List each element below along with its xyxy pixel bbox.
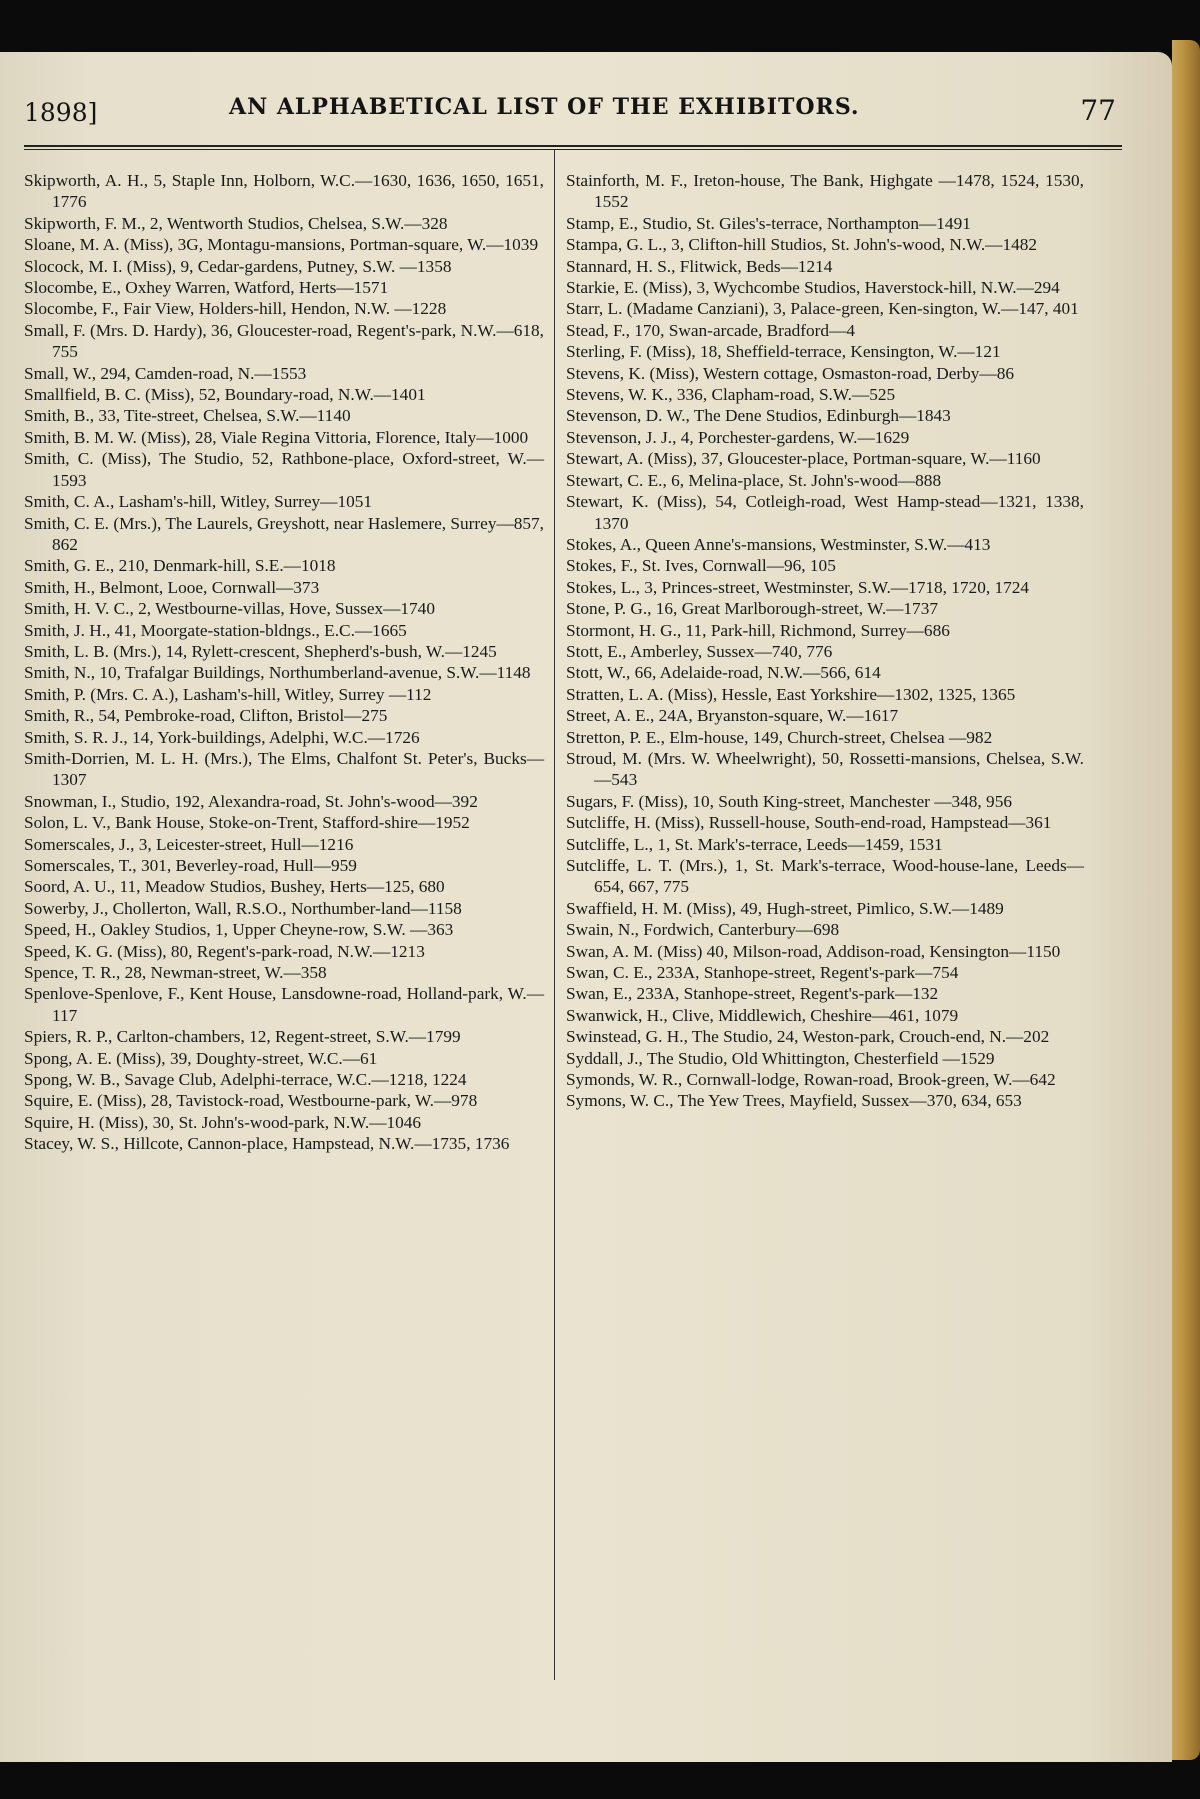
column-divider: [554, 150, 555, 1680]
exhibitor-entry: Stormont, H. G., 11, Park-hill, Richmond, Surrey—686: [566, 620, 950, 640]
page-title: AN ALPHABETICAL LIST OF THE EXHIBITORS.: [229, 94, 860, 120]
exhibitor-entry: Smith, G. E., 210, Denmark-hill, S.E.—1018: [24, 556, 336, 576]
exhibitor-entry: Smith, B., 33, Tite-street, Chelsea, S.W.—1140: [24, 406, 351, 426]
exhibitor-entry: Stacey, W. S., Hillcote, Cannon-place, Hampstead, N.W.—1735, 1736: [24, 1134, 510, 1154]
right-column: [566, 170, 1084, 1112]
exhibitor-entry: Sutcliffe, H. (Miss), Russell-house, South-end-road, Hampstead—361: [566, 813, 1052, 833]
exhibitor-entry: Spong, A. E. (Miss), 39, Doughty-street, W.C.—61: [24, 1048, 378, 1068]
exhibitor-entry: Solon, L. V., Bank House, Stoke-on-Trent, Stafford-shire—1952: [24, 813, 470, 833]
exhibitor-entry: Swinstead, G. H., The Studio, 24, Weston-park, Crouch-end, N.—202: [566, 1027, 1050, 1047]
left-column: [24, 170, 544, 1155]
book-page-edge: [1172, 40, 1200, 1760]
exhibitor-entry: Speed, K. G. (Miss), 80, Regent's-park-road, N.W.—1213: [24, 941, 425, 961]
exhibitor-entry: Stokes, A., Queen Anne's-mansions, Westminster, S.W.—413: [566, 534, 991, 554]
exhibitor-entry: Stewart, K. (Miss), 54, Cotleigh-road, West Hamp-stead—1321, 1338, 1370: [566, 492, 1084, 533]
exhibitor-entry: Smith, J. H., 41, Moorgate-station-bldngs., E.C.—1665: [24, 620, 407, 640]
page-header: [24, 94, 1144, 134]
exhibitor-entry: Street, A. E., 24A, Bryanston-square, W.—1617: [566, 706, 899, 726]
exhibitor-entry: Smith, R., 54, Pembroke-road, Clifton, Bristol—275: [24, 706, 388, 726]
exhibitor-entry: Stratten, L. A. (Miss), Hessle, East Yorkshire—1302, 1325, 1365: [566, 684, 1016, 704]
exhibitor-entry: Smith, L. B. (Mrs.), 14, Rylett-crescent, Shepherd's-bush, W.—1245: [24, 641, 497, 661]
exhibitor-entry: Starkie, E. (Miss), 3, Wychcombe Studios, Haverstock-hill, N.W.—294: [566, 278, 1060, 298]
exhibitor-entry: Stannard, H. S., Flitwick, Beds—1214: [566, 256, 833, 276]
exhibitor-entry: Swan, A. M. (Miss) 40, Milson-road, Addison-road, Kensington—1150: [566, 941, 1061, 961]
exhibitor-entry: Sutcliffe, L. T. (Mrs.), 1, St. Mark's-terrace, Wood-house-lane, Leeds—654, 667, 775: [566, 856, 1084, 897]
exhibitor-entry: Stroud, M. (Mrs. W. Wheelwright), 50, Rossetti-mansions, Chelsea, S.W.—543: [566, 748, 1084, 790]
exhibitor-entry: Stokes, L., 3, Princes-street, Westminster, S.W.—1718, 1720, 1724: [566, 577, 1030, 597]
exhibitor-entry: Squire, H. (Miss), 30, St. John's-wood-park, N.W.—1046: [24, 1112, 422, 1132]
exhibitor-entry: Smith, C. E. (Mrs.), The Laurels, Greyshott, near Haslemere, Surrey—857, 862: [24, 513, 544, 554]
exhibitor-entry: Swanwick, H., Clive, Middlewich, Cheshire—461, 1079: [566, 1005, 959, 1025]
exhibitor-entry: Stevenson, J. J., 4, Porchester-gardens, W.—1629: [566, 427, 910, 447]
exhibitor-entry: Stampa, G. L., 3, Clifton-hill Studios, St. John's-wood, N.W.—1482: [566, 235, 1038, 255]
exhibitor-entry: Stretton, P. E., Elm-house, 149, Church-street, Chelsea —982: [566, 727, 993, 747]
exhibitor-entry: Stewart, A. (Miss), 37, Gloucester-place, Portman-square, W.—1160: [566, 449, 1041, 469]
exhibitor-entry: Stone, P. G., 16, Great Marlborough-street, W.—1737: [566, 599, 938, 619]
exhibitor-entry: Skipworth, A. H., 5, Staple Inn, Holborn, W.C.—1630, 1636, 1650, 1651, 1776: [24, 171, 544, 212]
exhibitor-entry: Stott, E., Amberley, Sussex—740, 776: [566, 641, 833, 661]
exhibitor-entry: Stokes, F., St. Ives, Cornwall—96, 105: [566, 556, 836, 576]
exhibitor-entry: Smith, C. A., Lasham's-hill, Witley, Surrey—1051: [24, 492, 373, 512]
header-year: 1898]: [24, 98, 98, 127]
exhibitor-entry: Smith, C. (Miss), The Studio, 52, Rathbone-place, Oxford-street, W.—1593: [24, 449, 544, 490]
exhibitor-entry: Smallfield, B. C. (Miss), 52, Boundary-road, N.W.—1401: [24, 385, 426, 405]
exhibitor-entry: Somerscales, J., 3, Leicester-street, Hull—1216: [24, 834, 354, 854]
exhibitor-entry: Smith, B. M. W. (Miss), 28, Viale Regina Vittoria, Florence, Italy—1000: [24, 427, 529, 447]
exhibitor-entry: Sugars, F. (Miss), 10, South King-street, Manchester —348, 956: [566, 791, 1012, 811]
exhibitor-entry: Swain, N., Fordwich, Canterbury—698: [566, 920, 840, 940]
exhibitor-entry: Stewart, C. E., 6, Melina-place, St. John's-wood—888: [566, 470, 942, 490]
exhibitor-entry: Smith, H. V. C., 2, Westbourne-villas, Hove, Sussex—1740: [24, 599, 435, 619]
exhibitor-entry: Stevenson, D. W., The Dene Studios, Edinburgh—1843: [566, 406, 951, 426]
exhibitor-entry: Stainforth, M. F., Ireton-house, The Bank, Highgate —1478, 1524, 1530, 1552: [566, 171, 1084, 212]
exhibitor-entry: Sloane, M. A. (Miss), 3G, Montagu-mansions, Portman-square, W.—1039: [24, 235, 539, 255]
exhibitor-entry: Soord, A. U., 11, Meadow Studios, Bushey, Herts—125, 680: [24, 877, 445, 897]
exhibitor-entry: Spong, W. B., Savage Club, Adelphi-terrace, W.C.—1218, 1224: [24, 1070, 467, 1090]
header-rule-thin: [24, 149, 1122, 150]
exhibitor-entry: Symonds, W. R., Cornwall-lodge, Rowan-road, Brook-green, W.—642: [566, 1070, 1056, 1090]
exhibitor-entry: Small, F. (Mrs. D. Hardy), 36, Gloucester-road, Regent's-park, N.W.—618, 755: [24, 320, 544, 362]
exhibitor-entry: Smith, S. R. J., 14, York-buildings, Adelphi, W.C.—1726: [24, 727, 420, 747]
exhibitor-entry: Symons, W. C., The Yew Trees, Mayfield, Sussex—370, 634, 653: [566, 1091, 1022, 1111]
exhibitor-entry: Sterling, F. (Miss), 18, Sheffield-terrace, Kensington, W.—121: [566, 342, 1001, 362]
exhibitor-entry: Stott, W., 66, Adelaide-road, N.W.—566, 614: [566, 663, 881, 683]
exhibitor-entry: Spiers, R. P., Carlton-chambers, 12, Regent-street, S.W.—1799: [24, 1027, 461, 1047]
exhibitor-entry: Smith, H., Belmont, Looe, Cornwall—373: [24, 577, 320, 597]
exhibitor-entry: Stevens, W. K., 336, Clapham-road, S.W.—525: [566, 385, 896, 405]
exhibitor-entry: Sowerby, J., Chollerton, Wall, R.S.O., Northumber-land—1158: [24, 898, 462, 918]
exhibitor-entry: Snowman, I., Studio, 192, Alexandra-road, St. John's-wood—392: [24, 791, 478, 811]
exhibitor-entry: Somerscales, T., 301, Beverley-road, Hull—959: [24, 856, 357, 875]
exhibitor-entry: Smith, N., 10, Trafalgar Buildings, Northumberland-avenue, S.W.—1148: [24, 663, 531, 683]
exhibitor-entry: Stamp, E., Studio, St. Giles's-terrace, Northampton—1491: [566, 213, 971, 233]
exhibitor-entry: Stevens, K. (Miss), Western cottage, Osmaston-road, Derby—86: [566, 363, 1014, 383]
exhibitor-entry: Slocock, M. I. (Miss), 9, Cedar-gardens, Putney, S.W. —1358: [24, 256, 452, 276]
exhibitor-entry: Slocombe, E., Oxhey Warren, Watford, Herts—1571: [24, 278, 389, 298]
exhibitor-entry: Swan, C. E., 233A, Stanhope-street, Regent's-park—754: [566, 963, 959, 983]
exhibitor-entry: Squire, E. (Miss), 28, Tavistock-road, Westbourne-park, W.—978: [24, 1091, 478, 1111]
exhibitor-entry: Slocombe, F., Fair View, Holders-hill, Hendon, N.W. —1228: [24, 299, 447, 319]
exhibitor-entry: Small, W., 294, Camden-road, N.—1553: [24, 363, 307, 383]
exhibitor-entry: Swan, E., 233A, Stanhope-street, Regent's-park—132: [566, 984, 939, 1004]
exhibitor-entry: Skipworth, F. M., 2, Wentworth Studios, Chelsea, S.W.—328: [24, 213, 448, 233]
exhibitor-entry: Starr, L. (Madame Canziani), 3, Palace-green, Ken-sington, W.—147, 401: [566, 299, 1079, 319]
exhibitor-entry: Swaffield, H. M. (Miss), 49, Hugh-street, Pimlico, S.W.—1489: [566, 898, 1004, 918]
header-rule: [24, 145, 1122, 147]
book-page: [0, 52, 1172, 1762]
exhibitor-entry: Speed, H., Oakley Studios, 1, Upper Cheyne-row, S.W. —363: [24, 920, 454, 940]
exhibitor-entry: Spenlove-Spenlove, F., Kent House, Lansdowne-road, Holland-park, W.—117: [24, 984, 544, 1025]
exhibitor-entry: Stead, F., 170, Swan-arcade, Bradford—4: [566, 320, 855, 340]
exhibitor-entry: Spence, T. R., 28, Newman-street, W.—358: [24, 963, 327, 983]
exhibitor-entry: Syddall, J., The Studio, Old Whittington, Chesterfield —1529: [566, 1048, 995, 1068]
exhibitor-entry: Smith, P. (Mrs. C. A.), Lasham's-hill, Witley, Surrey —112: [24, 684, 432, 704]
exhibitor-entry: Smith-Dorrien, M. L. H. (Mrs.), The Elms, Chalfont St. Peter's, Bucks—1307: [24, 748, 544, 790]
page-number: 77: [1080, 94, 1116, 127]
exhibitor-entry: Sutcliffe, L., 1, St. Mark's-terrace, Leeds—1459, 1531: [566, 834, 943, 854]
